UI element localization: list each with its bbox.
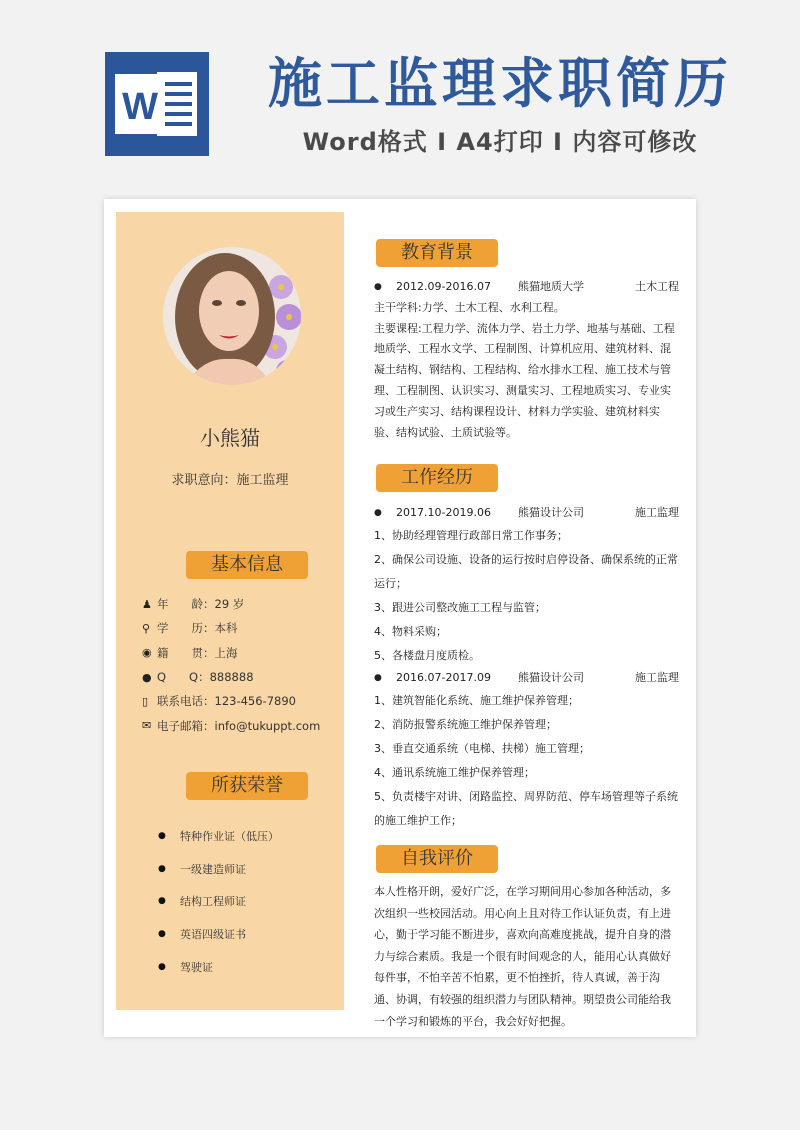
bullet-icon: ● — [374, 282, 382, 292]
list-item: 4、通讯系统施工维护保养管理； — [374, 765, 535, 779]
work-duties — [374, 524, 679, 668]
list-item: 4、物料采购； — [374, 624, 447, 638]
info-label: Q Q — [157, 670, 199, 685]
work-header — [374, 668, 679, 689]
avatar — [163, 247, 301, 385]
list-item: 2、确保公司设施、设备的运行按时启停设备、确保系统的正常运行； — [374, 552, 678, 590]
honors-list — [158, 820, 338, 983]
resume-sheet — [104, 199, 696, 1037]
bullet-icon: ● — [158, 831, 166, 842]
word-doc-icon — [105, 52, 209, 156]
info-item-phone — [142, 689, 342, 713]
info-value: ：29 岁 — [203, 597, 245, 612]
self-eval-entry — [374, 881, 679, 1032]
search-icon: ⚲ — [142, 621, 151, 635]
page-subtitle: Word格式 I A4打印 I 内容可修改 — [302, 128, 698, 156]
education-courses: 主要课程:工程力学、流体力学、岩土力学、地基与基础、工程地质学、工程水文学、工程制图、计算机应用、建筑材料、混凝土结构、钢结构、工程结构、给水排水工程、施工技术与管理、工程制图、认识实习、测量实习、工程地质实习、专业实习或生产实习、结构课程设计、材料力学实验、建筑材料实验、结构试验、土质试验等。 — [374, 321, 675, 439]
info-value: ：123-456-7890 — [203, 694, 296, 709]
section-heading-self-eval: 自我评价 — [376, 845, 498, 873]
work-date: 2017.10-2019.06 — [396, 506, 491, 519]
work-duties — [374, 689, 679, 833]
info-label: 年 龄 — [157, 597, 203, 612]
list-item: ● 结构工程师证 — [158, 895, 246, 909]
list-item: 3、垂直交通系统（电梯、扶梯）施工管理； — [374, 741, 590, 755]
section-heading-education: 教育背景 — [376, 239, 498, 267]
info-item-hometown — [142, 641, 342, 665]
basic-info-list — [142, 592, 342, 738]
list-item: ● 特种作业证（低压） — [158, 830, 279, 844]
education-school: 熊猫地质大学 — [518, 280, 584, 293]
candidate-name: 小熊猫 — [200, 426, 260, 450]
info-label: 学 历 — [157, 621, 203, 636]
list-item: ● 一级建造师证 — [158, 862, 246, 876]
section-heading-honors: 所获荣誉 — [186, 772, 308, 800]
info-item-email — [142, 713, 342, 737]
list-item: 3、跟进公司整改施工工程与监管； — [374, 600, 546, 614]
section-heading-basic-info: 基本信息 — [186, 551, 308, 579]
work-role: 施工监理 — [635, 670, 679, 684]
bullet-icon: ● — [158, 961, 166, 972]
word-letter: W — [122, 86, 158, 128]
work-date: 2016.07-2017.09 — [396, 670, 491, 684]
bullet-icon: ● — [158, 863, 166, 874]
info-item-education — [142, 616, 342, 640]
qq-penguin-icon: ● — [142, 670, 152, 684]
education-header — [374, 277, 679, 298]
bullet-icon: ● — [158, 929, 166, 940]
section-heading-work: 工作经历 — [376, 464, 498, 492]
list-item: 1、协助经理管理行政部日常工作事务； — [374, 528, 568, 542]
work-header — [374, 503, 679, 524]
info-value: ：上海 — [203, 645, 238, 660]
mobile-phone-icon: ▯ — [142, 694, 149, 708]
bullet-icon: ● — [158, 896, 166, 907]
info-label: 联系电话 — [157, 694, 203, 709]
list-item: ● 驾驶证 — [158, 960, 213, 974]
job-intent: 求职意向：施工监理 — [171, 473, 289, 488]
list-item: 2、消防报警系统施工维护保养管理； — [374, 717, 557, 731]
education-entry — [374, 277, 679, 443]
self-eval-text: 本人性格开朗，爱好广泛，在学习期间用心参加各种活动，多次组织一些校园活动。用心向上且对待工作认证负责，有上进心，勤于学习能不断进步，喜欢向高难度挑战，提升自身的潜力与综合素质。我是一个很有时间观念的人，能用心认真做好每件事，不怕辛苦不怕累，更不怕挫折，待人真诚，善于沟通、协调，有较强的组织潜力与团队精神。期望贵公司能给我一个学习和锻炼的平台，我会好好把握。 — [374, 885, 671, 1028]
work-role: 施工监理 — [635, 506, 679, 519]
envelope-icon: ✉ — [142, 719, 152, 733]
info-item-qq — [142, 665, 342, 689]
location-pin-icon: ◉ — [142, 646, 152, 660]
education-date: 2012.09-2016.07 — [396, 280, 491, 293]
page-title: 施工监理求职简历 — [268, 52, 732, 115]
info-item-age — [142, 592, 342, 616]
info-label: 籍 贯 — [157, 645, 203, 660]
bullet-icon: ● — [374, 672, 382, 683]
info-value: ：888888 — [198, 670, 254, 685]
info-value: ：本科 — [203, 621, 238, 636]
info-value: ：info@tukuppt.com — [203, 718, 321, 733]
info-label: 电子邮箱 — [157, 718, 203, 733]
sidebar — [116, 212, 344, 1010]
list-item: 5、负责楼宇对讲、闭路监控、周界防范、停车场管理等子系统的施工维护工作； — [374, 789, 678, 827]
education-major: 土木工程 — [635, 280, 679, 293]
person-icon: ♟ — [142, 597, 152, 611]
list-item: 1、建筑智能化系统、施工维护保养管理； — [374, 693, 579, 707]
education-main-subjects: 主干学科:力学、土木工程、水利工程。 — [374, 300, 565, 314]
work-company: 熊猫设计公司 — [518, 506, 584, 519]
work-entry — [374, 503, 679, 833]
list-item: ● 英语四级证书 — [158, 928, 246, 942]
work-company: 熊猫设计公司 — [518, 670, 584, 684]
list-item: 5、各楼盘月度质检。 — [374, 648, 480, 662]
bullet-icon: ● — [374, 508, 382, 518]
